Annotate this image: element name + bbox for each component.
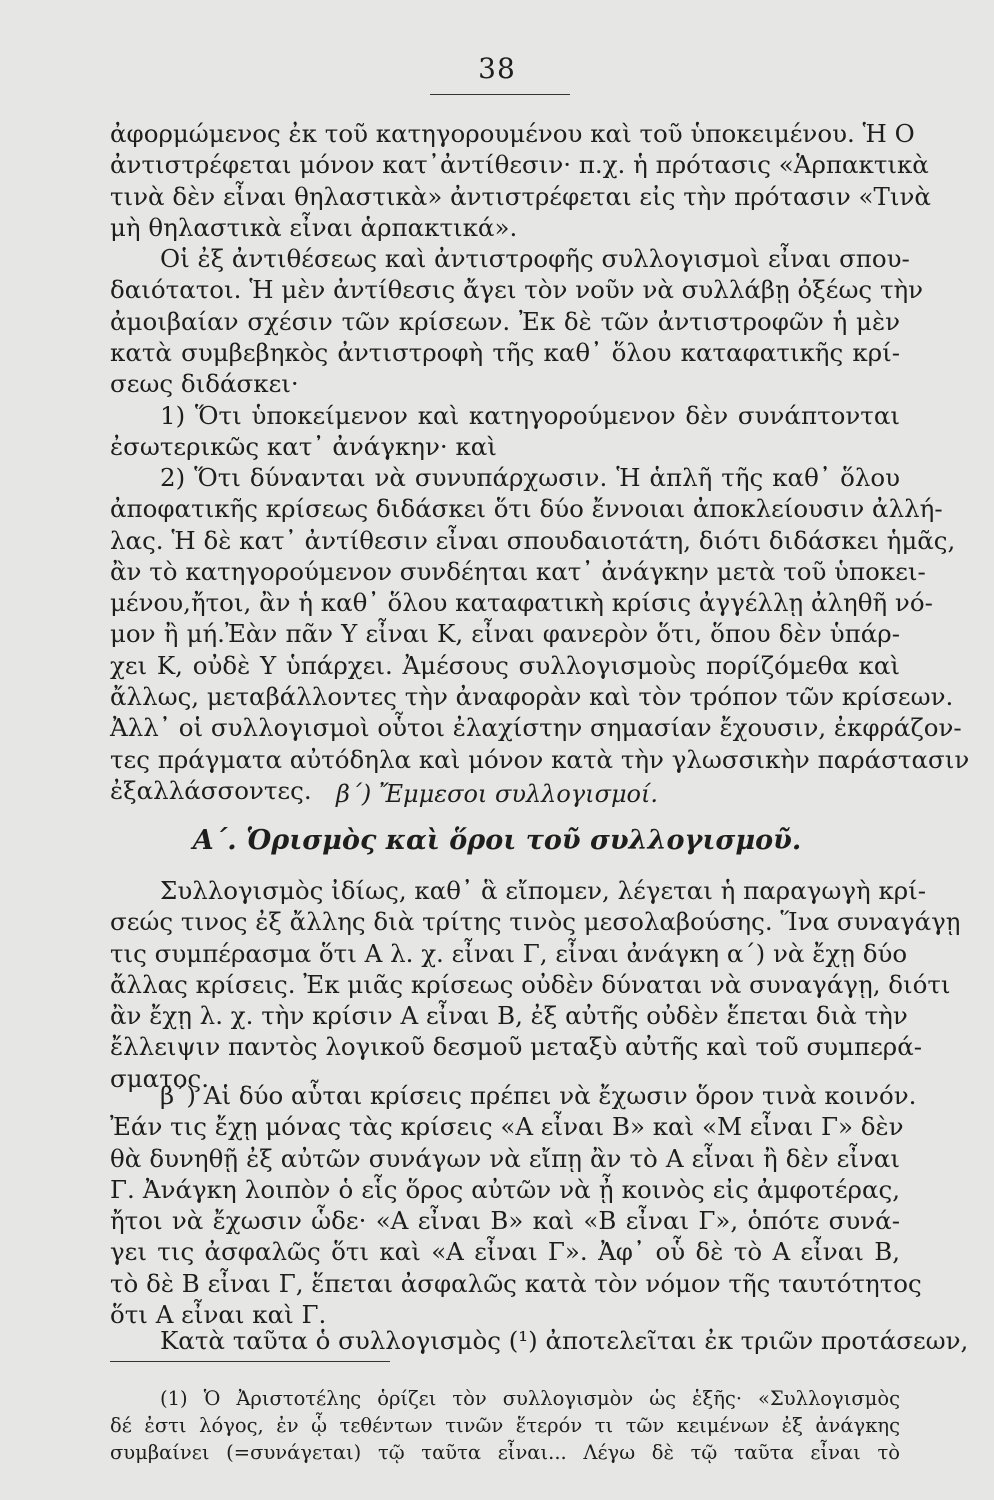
text-line: γει τις ἀσφαλῶς ὅτι καὶ «Α εἶναι Γ». Ἀφ᾽ οὗ δὲ τὸ Α εἶναι Β, <box>110 1237 900 1267</box>
text-line: χει Κ, οὐδὲ Υ ὑπάρχει. Ἀμέσους συλλογισμοὺς πορίζόμεθα καὶ <box>110 650 900 680</box>
text-line: μὴ θηλαστικὰ εἶναι ἁρπακτικά». <box>110 212 518 242</box>
text-line: ἔλλειψιν παντὸς λογικοῦ δεσμοῦ μεταξὺ αὐτῆς καὶ τοῦ συμπερά- <box>110 1032 923 1062</box>
text-line: ἐσωτερικῶς κατ᾽ ἀνάγκην· καὶ <box>110 432 497 462</box>
text-line: τις συμπέρασμα ὅτι Α λ. χ. εἶναι Γ, εἶναι ἀνάγκη α´) νὰ ἔχῃ δύο <box>110 938 908 968</box>
text-line: ἐξαλλάσσοντες. <box>110 775 312 805</box>
text-line: ἄλλας κρίσεις. Ἐκ μιᾶς κρίσεως οὐδὲν δύναται νὰ συναγάγῃ, διότι <box>110 969 951 999</box>
text-line: σεως διδάσκει· <box>110 369 299 399</box>
text-line: λας. Ἡ δὲ κατ᾽ ἀντίθεσιν εἶναι σπουδαιοτάτη, διότι διδάσκει ἡμᾶς, <box>110 525 956 555</box>
footnote-line: δέ ἐστι λόγος, ἐν ᾧ τεθέντων τινῶν ἕτερόν τι τῶν κειμένων ἐξ ἀνάγκης <box>110 1414 900 1437</box>
text-line: μον ἢ μή.Ἐὰν πᾶν Υ εἶναι Κ, εἶναι φανερὸν ὅτι, ὅπου δὲν ὑπάρ- <box>110 619 900 649</box>
page-number: 38 <box>478 52 516 85</box>
paragraph-4 <box>110 1080 922 1330</box>
text-line: β´) Αἱ δύο αὗται κρίσεις πρέπει νὰ ἔχωσιν ὅρον τινὰ κοινόν. <box>160 1081 917 1110</box>
text-line: ἀμοιβαίαν σχέσιν τῶν κρίσεων. Ἐκ δὲ τῶν ἀντιστροφῶν ἡ μὲν <box>110 306 900 336</box>
text-line: ἤτοι νὰ ἔχωσιν ὧδε· «Α εἶναι Β» καὶ «Β εἶναι Γ», ὁπότε συνά- <box>110 1206 900 1236</box>
text-line: ἀντιστρέφεται μόνον κατ᾽ἀντίθεσιν· π.χ. ἡ πρότασις «Ἁρπακτικὰ <box>110 150 929 180</box>
section-heading-a: Α΄. Ὁρισμὸς καὶ ὅροι τοῦ συλλογισμοῦ. <box>192 825 802 856</box>
text-line: μένου,ἤτοι, ἂν ἡ καθ᾽ ὅλου καταφατικὴ κρίσις ἀγγέλλῃ ἀληθῆ νό- <box>110 588 933 618</box>
list-item-1 <box>110 400 900 463</box>
text-line: ὅτι Α εἶναι καὶ Γ. <box>110 1300 327 1330</box>
text-line: 2) Ὅτι δύνανται νὰ συνυπάρχωσιν. Ἡ ἁπλῆ τῆς καθ᾽ ὅλου <box>160 463 900 492</box>
paragraph-1 <box>110 118 931 243</box>
footnote-line: συμβαίνει (=συνάγεται) τῷ ταῦτα εἶναι... Λέγω δὲ τῷ ταῦτα εἶναι τὸ <box>110 1441 900 1464</box>
text-line: ἀποφατικῆς κρίσεως διδάσκει ὅτι δύο ἔννοιαι ἀποκλείουσιν ἀλλή- <box>110 494 943 524</box>
text-line: τες πράγματα αὐτόδηλα καὶ μόνον κατὰ τὴν γλωσσικὴν παράστασιν <box>110 744 970 774</box>
text-line: ἀφορμώμενος ἐκ τοῦ κατηγορουμένου καὶ τοῦ ὑποκειμένου. Ἡ Ο <box>110 119 915 148</box>
text-line: τὸ δὲ Β εἶναι Γ, ἕπεται ἀσφαλῶς κατὰ τὸν νόμον τῆς ταυτότητος <box>110 1268 922 1298</box>
text-line: Γ. Ἀνάγκη λοιπὸν ὁ εἷς ὅρος αὐτῶν νὰ ᾖ κοινὸς εἰς ἀμφοτέρας, <box>110 1174 900 1204</box>
paragraph-3 <box>110 875 961 1094</box>
text-line: θὰ δυνηθῇ ἐξ αὐτῶν συνάγων νὰ εἴπῃ ἂν τὸ Α εἶναι ἢ δὲν εἶναι <box>110 1143 900 1173</box>
list-item-2 <box>110 462 970 806</box>
text-line: σματος. <box>110 1063 210 1093</box>
text-line: ἄλλως, μεταβάλλοντες τὴν ἀναφορὰν καὶ τὸν τρόπον τῶν κρίσεων. <box>110 682 954 712</box>
footnote <box>110 1385 900 1466</box>
text-line: ἂν ἔχῃ λ. χ. τὴν κρίσιν Α εἶναι Β, ἐξ αὐτῆς οὐδὲν ἕπεται διὰ τὴν <box>110 1001 908 1031</box>
text-line: Συλλογισμὸς ἰδίως, καθ᾽ ἃ εἴπομεν, λέγεται ἡ παραγωγὴ κρί- <box>160 876 927 905</box>
text-line: Οἱ ἐξ ἀντιθέσεως καὶ ἀντιστροφῆς συλλογισμοὶ εἶναι σπου- <box>160 244 910 273</box>
paragraph-2 <box>110 243 924 399</box>
text-line: κατὰ συμβεβηκὸς ἀντιστροφὴ τῆς καθ᾽ ὅλου καταφατικῆς κρί- <box>110 337 900 367</box>
text-line: Ἐάν τις ἔχῃ μόνας τὰς κρίσεις «Α εἶναι Β» καὶ «Μ εἶναι Γ» δὲν <box>110 1112 904 1142</box>
text-line: τινὰ δὲν εἶναι θηλαστικὰ» ἀντιστρέφεται εἰς τὴν πρότασιν «Τινὰ <box>110 181 931 211</box>
page-number-rule <box>430 94 570 95</box>
paragraph-5 <box>110 1325 969 1356</box>
text-line: Κατὰ ταῦτα ὁ συλλογισμὸς (¹) ἀποτελεῖται ἐκ τριῶν προτάσεων, <box>160 1326 969 1355</box>
text-line: σεώς τινος ἐξ ἄλλης διὰ τρίτης τινὸς μεσολαβούσης. Ἵνα συναγάγῃ <box>110 907 961 937</box>
text-line: Ἀλλ᾽ οἱ συλλογισμοὶ οὗτοι ἐλαχίστην σημασίαν ἔχουσιν, ἐκφράζον- <box>110 713 962 743</box>
text-line: ἂν τὸ κατηγορούμενον συνδέηται κατ᾽ ἀνάγκην μετὰ τοῦ ὑποκει- <box>110 556 926 586</box>
text-line: δαιότατοι. Ἡ μὲν ἀντίθεσις ἄγει τὸν νοῦν νὰ συλλάβῃ ὀξέως τὴν <box>110 275 924 305</box>
text-line: 1) Ὅτι ὑποκείμενον καὶ κατηγορούμενον δὲν συνάπτονται <box>160 401 900 430</box>
footnote-line: (1) Ὁ Ἀριστοτέλης ὁρίζει τὸν συλλογισμὸν ὡς ἑξῆς· «Συλλογισμὸς <box>160 1387 900 1410</box>
section-heading-b: β´) Ἔμμεσοι συλλογισμοί. <box>335 780 659 808</box>
footnote-rule <box>110 1361 390 1362</box>
